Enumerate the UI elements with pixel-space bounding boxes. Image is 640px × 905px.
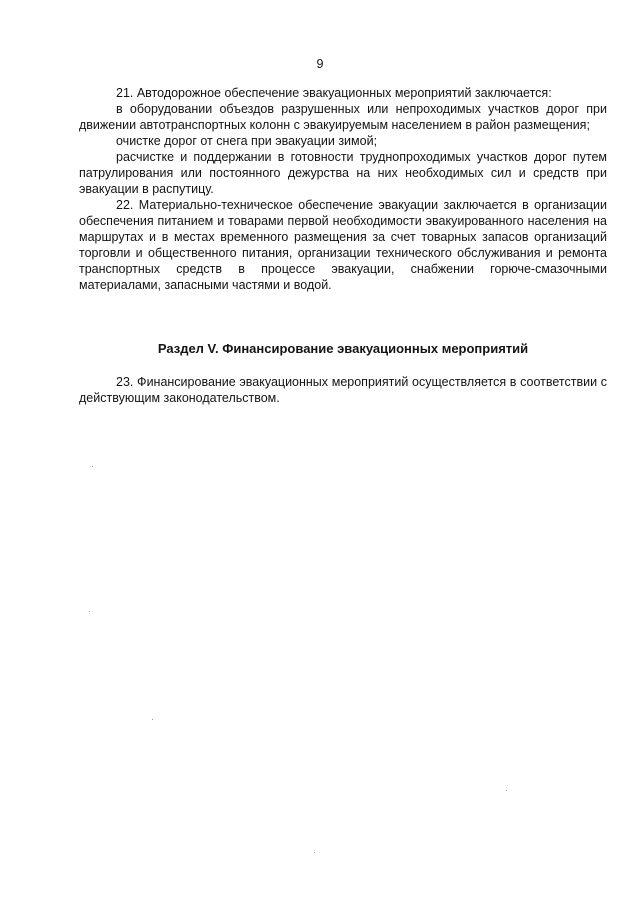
- scan-speck: [89, 611, 90, 612]
- section-v-heading: Раздел V. Финансирование эвакуационных мероприятий: [157, 341, 529, 356]
- scan-speck: [92, 466, 93, 467]
- section-iv-body: [79, 85, 607, 293]
- paragraph-22: 22. Материально-техническое обеспечение эвакуации заключается в организации обеспечения питанием и товарами первой необходимости эвакуированного населения на маршрутах и в местах временного размещения за счет товарных запасов организаций торговли и общественного питания, организации технического обслуживания и ремонта транспортных средств в процессе эвакуации, снабжении горюче-смазочными материалами, запасными частями и водой.: [79, 198, 607, 292]
- scan-speck: [506, 790, 507, 791]
- section-v-body: [79, 374, 607, 406]
- page-number: 9: [316, 57, 324, 71]
- scan-speck: [314, 852, 315, 853]
- paragraph-21-item-patrol: расчистке и поддержании в готовности труднопроходимых участков дорог путем патрулирования или постоянного дежурства на них необходимых сил и средств при эвакуации в распутицу.: [79, 150, 607, 196]
- paragraph-21-item-snow: очистке дорог от снега при эвакуации зимой;: [116, 134, 378, 148]
- paragraph-21: 21. Автодорожное обеспечение эвакуационных мероприятий заключается:: [116, 86, 552, 100]
- paragraph-21-item-detours: в оборудовании объездов разрушенных или непроходимых участков дорог при движении автотранспортных колонн с эвакуируемым населением в район размещения;: [79, 102, 607, 132]
- scan-speck: [152, 719, 153, 720]
- paragraph-23: 23. Финансирование эвакуационных мероприятий осуществляется в соответствии с действующим законодательством.: [79, 375, 607, 405]
